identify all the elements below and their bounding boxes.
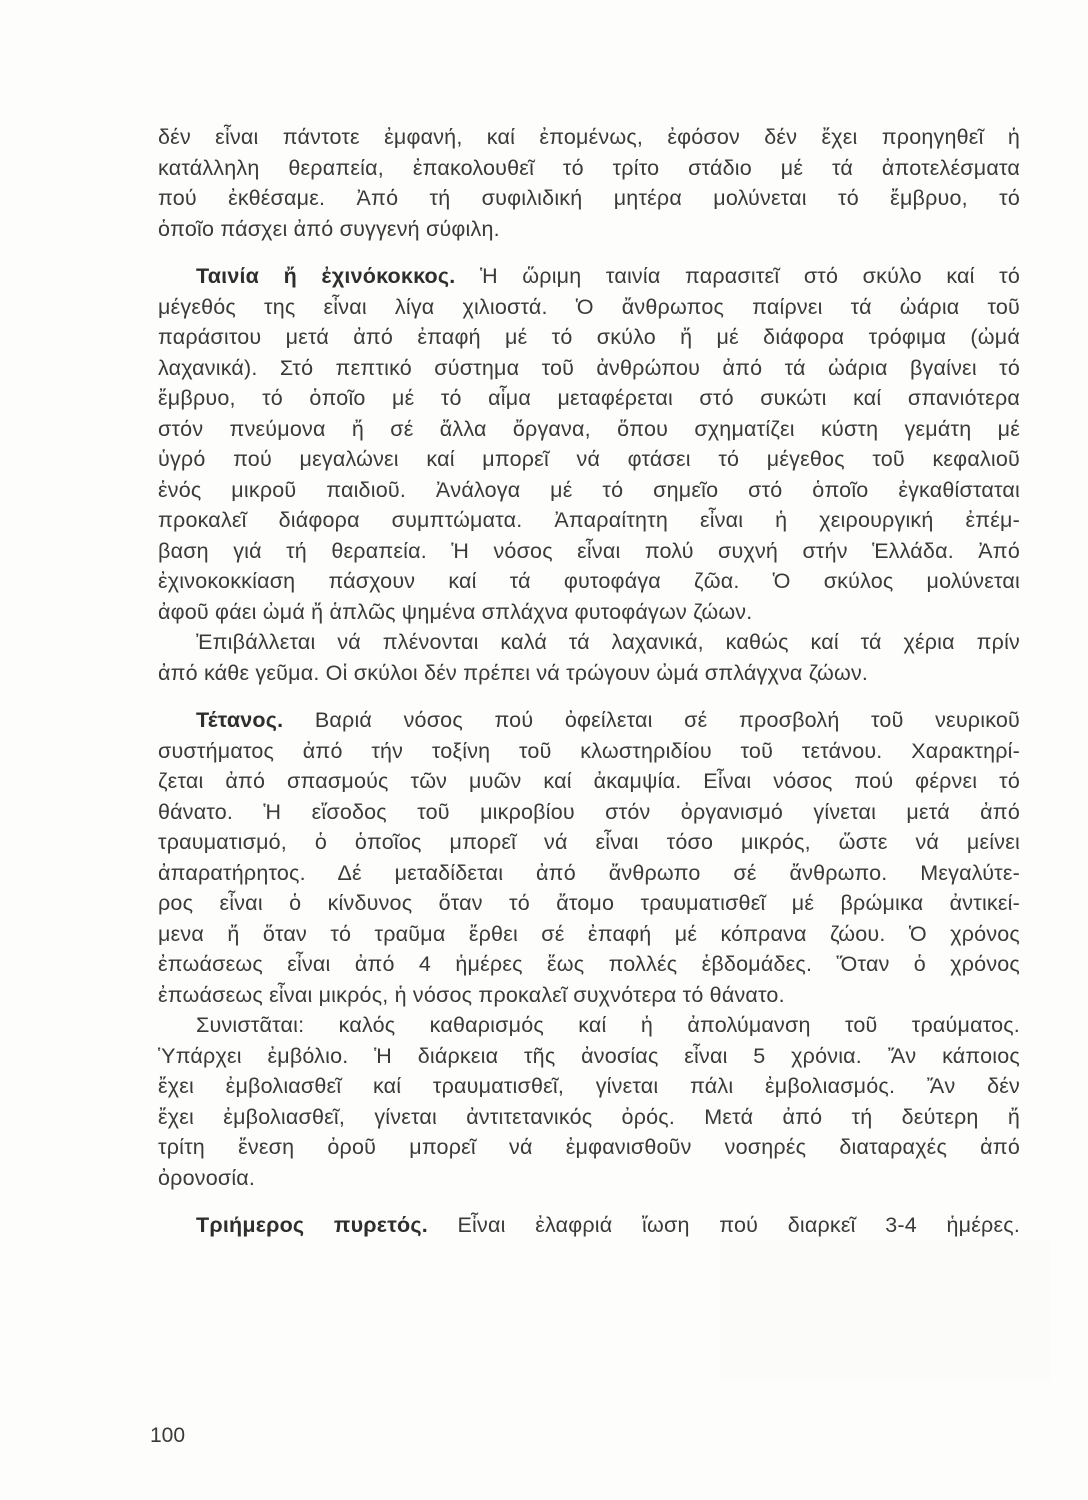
text-line: Ἐπιβάλλεται νά πλένονται καλά τά λαχανικά, καθώς καί τά χέρια πρίν	[196, 630, 1020, 654]
text-line: τρίτη ἔνεση ὀροῦ μπορεῖ νά ἐμφανισθοῦν νοσηρές διαταραχές ἀπό	[158, 1135, 1020, 1159]
text-line	[158, 261, 1020, 292]
text-line: προκαλεῖ διάφορα συμπτώματα. Ἀπαραίτητη εἶναι ἡ χειρουργική ἐπέμ-	[158, 508, 1020, 532]
text-line: ἔχει ἐμβολιασθεῖ, γίνεται ἀντιτετανικός ὀρός. Μετά ἀπό τή δεύτερη ἤ	[158, 1104, 1020, 1129]
text-line: λαχανικά). Στό πεπτικό σύστημα τοῦ ἀνθρώπου ἀπό τά ὠάρια βγαίνει τό	[158, 355, 1020, 380]
text-line: ἐχινοκοκκίαση πάσχουν καί τά φυτοφάγα ζῶα. Ὁ σκύλος μολύνεται	[158, 569, 1020, 593]
text-line: παράσιτου μετά ἀπό ἐπαφή μέ τό σκύλο ἤ μέ διάφορα τρόφιμα (ὠμά	[158, 325, 1020, 349]
text-line: ὑγρό πού μεγαλώνει καί μπορεῖ νά φτάσει τό μέγεθος τοῦ κεφαλιοῦ	[158, 447, 1020, 471]
page-number: 100	[150, 1424, 186, 1447]
text-line: δέν εἶναι πάντοτε ἐμφανή, καί ἐπομένως, ἐφόσον δέν ἔχει προηγηθεῖ ἡ	[158, 125, 1020, 149]
text-line: ἐπωάσεως εἶναι μικρός, ἡ νόσος προκαλεῖ συχνότερα τό θάνατο.	[158, 982, 785, 1007]
paragraph-echinococcus-prevention	[158, 627, 1020, 688]
text-line: ἔχει ἐμβολιασθεῖ καί τραυματισθεῖ, γίνεται πάλι ἐμβολιασμός. Ἄν δέν	[158, 1074, 1020, 1098]
body-text	[158, 122, 1020, 1241]
text-line: Ὑπάρχει ἐμβόλιο. Ἡ διάρκεια τῆς ἀνοσίας εἶναι 5 χρόνια. Ἄν κάποιος	[158, 1043, 1020, 1068]
text-line	[158, 1210, 1020, 1241]
text-line-rest: Ἡ ὥριμη ταινία παρασιτεῖ στό σκύλο καί τό	[455, 264, 1020, 288]
text-line: ρος εἶναι ὁ κίνδυνος ὅταν τό ἄτομο τραυματισθεῖ μέ βρώμικα ἀντικεί-	[158, 891, 1020, 915]
text-line: ζεται ἀπό σπασμούς τῶν μυῶν καί ἀκαμψία. Εἶναι νόσος πού φέρνει τό	[158, 769, 1020, 793]
section-heading: Τριήμερος πυρετός.	[196, 1213, 428, 1237]
text-line: μέγεθός της εἶναι λίγα χιλιοστά. Ὁ ἄνθρωπος παίρνει τά ὠάρια τοῦ	[158, 294, 1020, 319]
text-line: βαση γιά τή θεραπεία. Ἡ νόσος εἶναι πολύ συχνή στήν Ἑλλάδα. Ἀπό	[158, 538, 1020, 563]
text-line: ἐπωάσεως εἶναι ἀπό 4 ἡμέρες ἕως πολλές ἑβδομάδες. Ὅταν ὁ χρόνος	[158, 952, 1020, 976]
bleed-through-figure	[720, 1240, 1050, 1380]
text-line: ἑνός μικροῦ παιδιοῦ. Ἀνάλογα μέ τό σημεῖο στό ὁποῖο ἐγκαθίσταται	[158, 477, 1020, 502]
paragraph-syphilis-end	[158, 122, 1020, 244]
text-line: κατάλληλη θεραπεία, ἐπακολουθεῖ τό τρίτο στάδιο μέ τά ἀποτελέσματα	[158, 155, 1020, 180]
text-line: συστήματος ἀπό τήν τοξίνη τοῦ κλωστηριδίου τοῦ τετάνου. Χαρακτηρί-	[158, 738, 1020, 763]
paragraph-echinococcus	[158, 261, 1020, 627]
section-heading: Ταινία ἤ ἐχινόκοκκος.	[196, 264, 456, 288]
text-line: πού ἐκθέσαμε. Ἀπό τή συφιλιδική μητέρα μολύνεται τό ἔμβρυο, τό	[158, 186, 1020, 210]
text-line-rest: Εἶναι ἐλαφριά ἴωση πού διαρκεῖ 3-4 ἡμέρες.	[427, 1213, 1020, 1237]
paragraph-three-day-fever	[158, 1210, 1020, 1241]
text-line: ἀφοῦ φάει ὠμά ἤ ἁπλῶς ψημένα σπλάχνα φυτοφάγων ζώων.	[158, 599, 753, 624]
paragraph-tetanus-treatment	[158, 1010, 1020, 1193]
text-line: Συνιστᾶται: καλός καθαρισμός καί ἡ ἀπολύμανση τοῦ τραύματος.	[196, 1013, 1020, 1037]
text-line: μενα ἤ ὅταν τό τραῦμα ἔρθει σέ ἐπαφή μέ κόπρανα ζώου. Ὁ χρόνος	[158, 921, 1020, 946]
text-line: ὁποῖο πάσχει ἀπό συγγενή σύφιλη.	[158, 216, 500, 241]
text-line-rest: Βαριά νόσος πού ὀφείλεται σέ προσβολή τοῦ νευρικοῦ	[283, 708, 1020, 732]
paragraph-tetanus	[158, 705, 1020, 1010]
text-line: θάνατο. Ἡ εἴσοδος τοῦ μικροβίου στόν ὀργανισμό γίνεται μετά ἀπό	[158, 799, 1020, 824]
text-line: στόν πνεύμονα ἤ σέ ἄλλα ὄργανα, ὅπου σχηματίζει κύστη γεμάτη μέ	[158, 416, 1020, 441]
text-line: τραυματισμό, ὁ ὁποῖος μπορεῖ νά εἶναι τόσο μικρός, ὥστε νά μείνει	[158, 830, 1020, 854]
text-line	[158, 705, 1020, 736]
text-line: ἀπό κάθε γεῦμα. Οἱ σκύλοι δέν πρέπει νά τρώγουν ὠμά σπλάγχνα ζώων.	[158, 660, 869, 685]
text-line: ὀρονοσία.	[158, 1165, 256, 1190]
text-line: ἀπαρατήρητος. Δέ μεταδίδεται ἀπό ἄνθρωπο σέ ἄνθρωπο. Μεγαλύτε-	[158, 860, 1020, 885]
text-line: ἔμβρυο, τό ὁποῖο μέ τό αἷμα μεταφέρεται στό συκώτι καί σπανιότερα	[158, 386, 1020, 410]
section-heading: Τέτανος.	[196, 708, 284, 732]
